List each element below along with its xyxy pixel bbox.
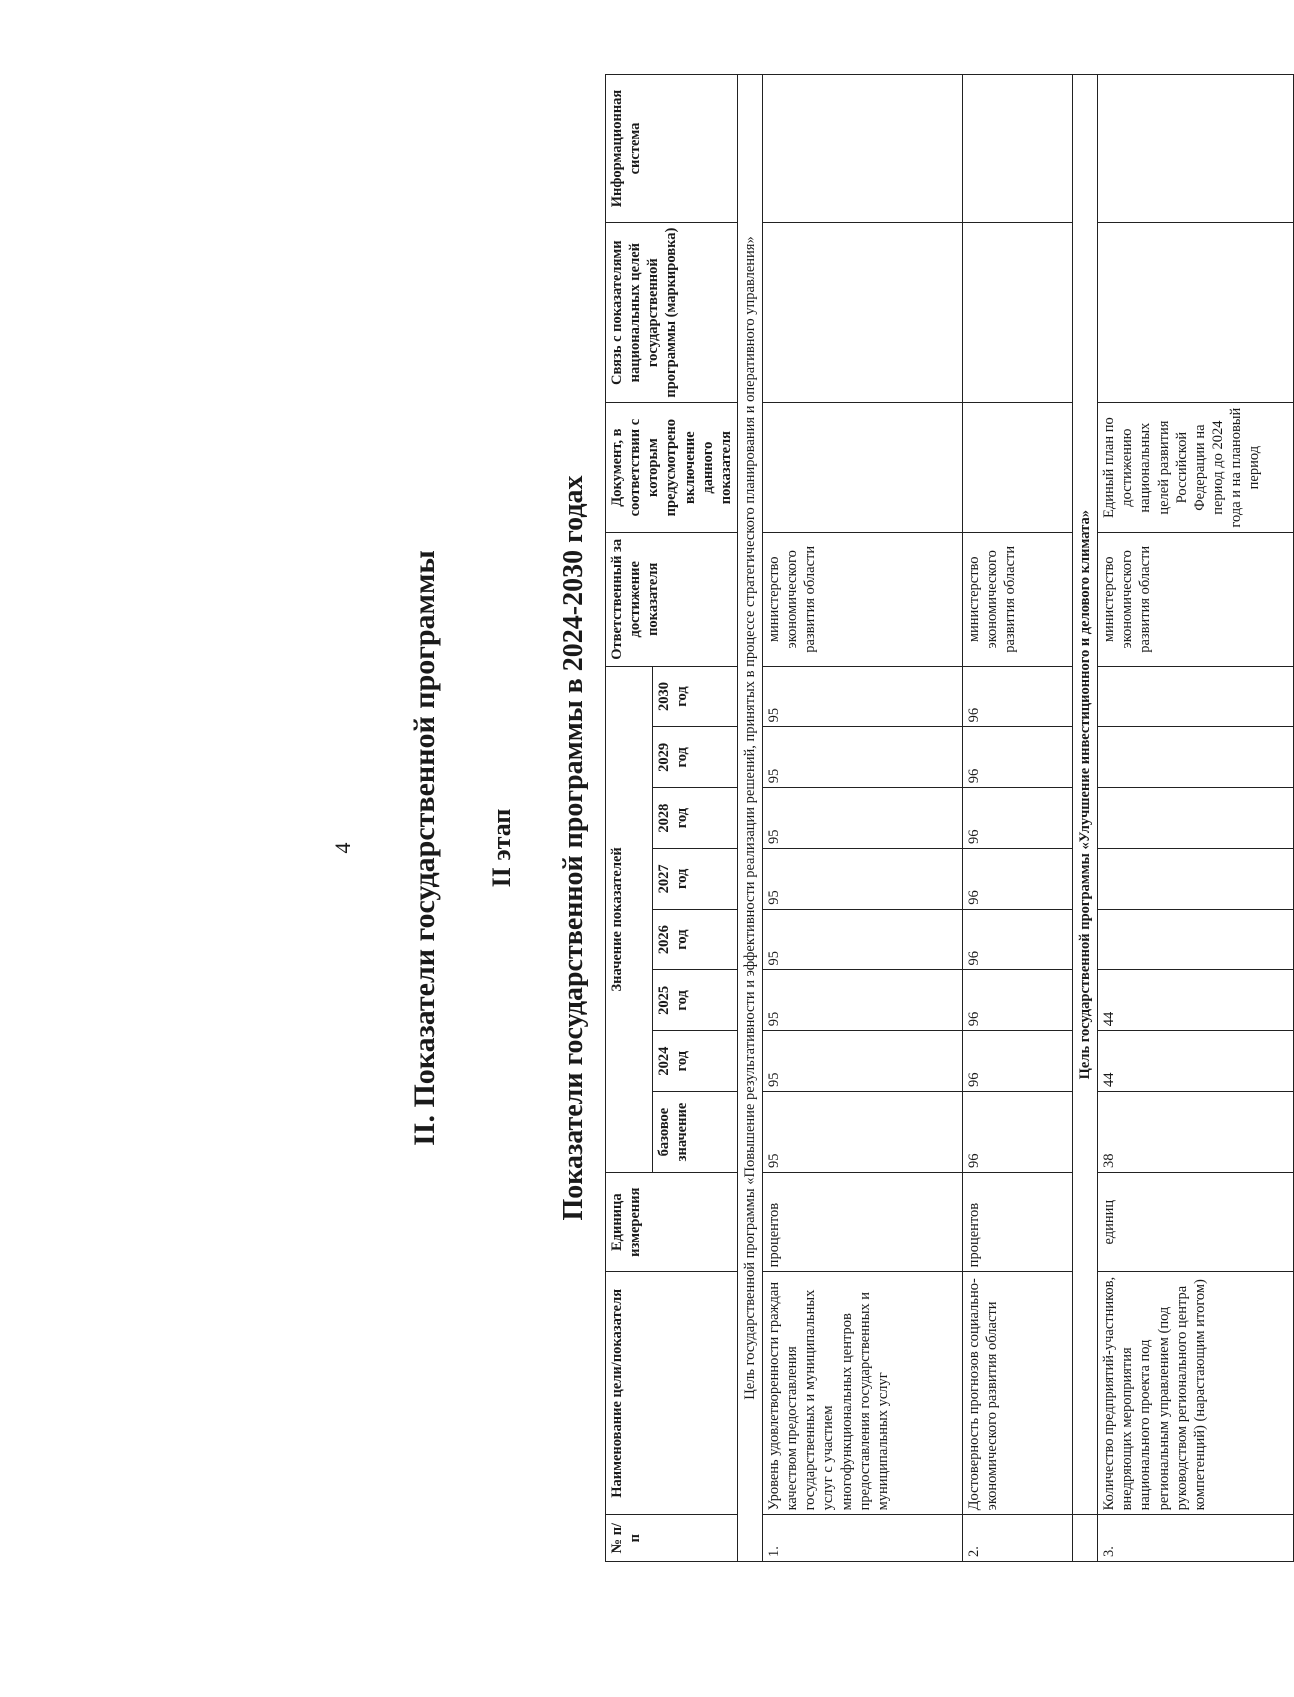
header-year: 2026 год: [653, 909, 738, 970]
goal-row: [737, 75, 762, 1562]
table-row: [1098, 75, 1294, 1562]
row-year-value: [1098, 909, 1294, 970]
header-base: базовое значение: [653, 1092, 738, 1173]
header-info-system: Информационная система: [606, 75, 738, 223]
row-link: [763, 223, 963, 403]
header-year: 2028 год: [653, 788, 738, 849]
header-year: 2025 год: [653, 970, 738, 1031]
row-info-system: [963, 75, 1073, 223]
row-link: [1098, 223, 1294, 403]
row-unit: единиц: [1098, 1173, 1294, 1272]
row-year-value: 95: [763, 848, 963, 909]
row-year-value: 95: [763, 788, 963, 849]
row-base: 95: [763, 1092, 963, 1173]
header-year: 2027 год: [653, 848, 738, 909]
row-num: 3.: [1098, 1515, 1294, 1562]
table-row: [763, 75, 963, 1562]
row-year-value: 95: [763, 970, 963, 1031]
row-responsible: министерство экономического развития области: [1098, 532, 1294, 666]
row-document: [763, 403, 963, 533]
header-responsible: Ответственный за достижение показателя: [606, 532, 738, 666]
row-year-value: 96: [963, 727, 1073, 788]
goal-1-text: Цель государственной программы «Повышение результативности и эффективности реализации решений, принятых в процессе стратегического планирования и оперативного управления»: [737, 75, 762, 1562]
row-year-value: 96: [963, 970, 1073, 1031]
row-year-value: 95: [763, 1031, 963, 1092]
row-year-value: 96: [963, 1031, 1073, 1092]
row-year-value: 44: [1098, 970, 1294, 1031]
header-year: 2024 год: [653, 1031, 738, 1092]
row-num: 2.: [963, 1515, 1073, 1562]
row-year-value: 96: [963, 788, 1073, 849]
row-year-value: 96: [963, 909, 1073, 970]
row-document: Единый план по достижению национальных целей развития Российской Федерации на период до 2024 года и на плановый период: [1098, 403, 1294, 533]
goal-row: [1073, 75, 1098, 1562]
row-document: [963, 403, 1073, 533]
header-unit: Единица измерения: [606, 1173, 738, 1272]
indicators-table: [605, 74, 1294, 1562]
row-base: 96: [963, 1092, 1073, 1173]
rotated-page: [60, 68, 1263, 1628]
row-num: 1.: [763, 1515, 963, 1562]
section-title: II. Показатели государственной программы: [408, 550, 441, 1146]
header-document: Документ, в соответствии с которым предусмотрено включение данного показателя: [606, 403, 738, 533]
indicators-table-wrapper: [605, 74, 1294, 1562]
header-year: 2030 год: [653, 666, 738, 727]
row-responsible: министерство экономического развития области: [963, 532, 1073, 666]
header-link: Связь с показателями национальных целей государственной программы (маркировка): [606, 223, 738, 403]
goal-2-text: Цель государственной программы «Улучшение инвестиционного и делового климата»: [1073, 75, 1098, 1515]
header-row-1: [606, 75, 653, 1562]
header-values-group: Значение показателей: [606, 666, 653, 1172]
row-year-value: 95: [763, 909, 963, 970]
row-link: [963, 223, 1073, 403]
goal-2-spacer: [1073, 1515, 1098, 1562]
header-year: 2029 год: [653, 727, 738, 788]
row-year-value: [1098, 727, 1294, 788]
row-year-value: 96: [963, 848, 1073, 909]
row-info-system: [1098, 75, 1294, 223]
row-year-value: 95: [763, 666, 963, 727]
header-name: Наименование цели/показателя: [606, 1272, 738, 1515]
row-unit: процентов: [963, 1173, 1073, 1272]
row-year-value: [1098, 788, 1294, 849]
stage-title: II этап: [487, 808, 516, 888]
row-year-value: [1098, 666, 1294, 727]
row-base: 38: [1098, 1092, 1294, 1173]
table-title: Показатели государственной программы в 2024-2030 годах: [558, 475, 589, 1221]
row-year-value: 96: [963, 666, 1073, 727]
row-info-system: [763, 75, 963, 223]
row-year-value: [1098, 848, 1294, 909]
row-year-value: 95: [763, 727, 963, 788]
row-name: Уровень удовлетворенности граждан качеством предоставления государственных и муниципальных услуг с участием многофункциональных центров предоставления государственных и муниципальных услуг: [763, 1272, 963, 1515]
table-row: [963, 75, 1073, 1562]
page-number: 4: [330, 842, 355, 854]
header-num: № п/п: [606, 1515, 738, 1562]
row-year-value: 44: [1098, 1031, 1294, 1092]
row-name: Достоверность прогнозов социально-экономического развития области: [963, 1272, 1073, 1515]
row-name: Количество предприятий-участников, внедряющих мероприятия национального проекта под региональным управлением (под руководством регионального центра компетенций) (нарастающим итогом): [1098, 1272, 1294, 1515]
row-unit: процентов: [763, 1173, 963, 1272]
row-responsible: министерство экономического развития области: [763, 532, 963, 666]
